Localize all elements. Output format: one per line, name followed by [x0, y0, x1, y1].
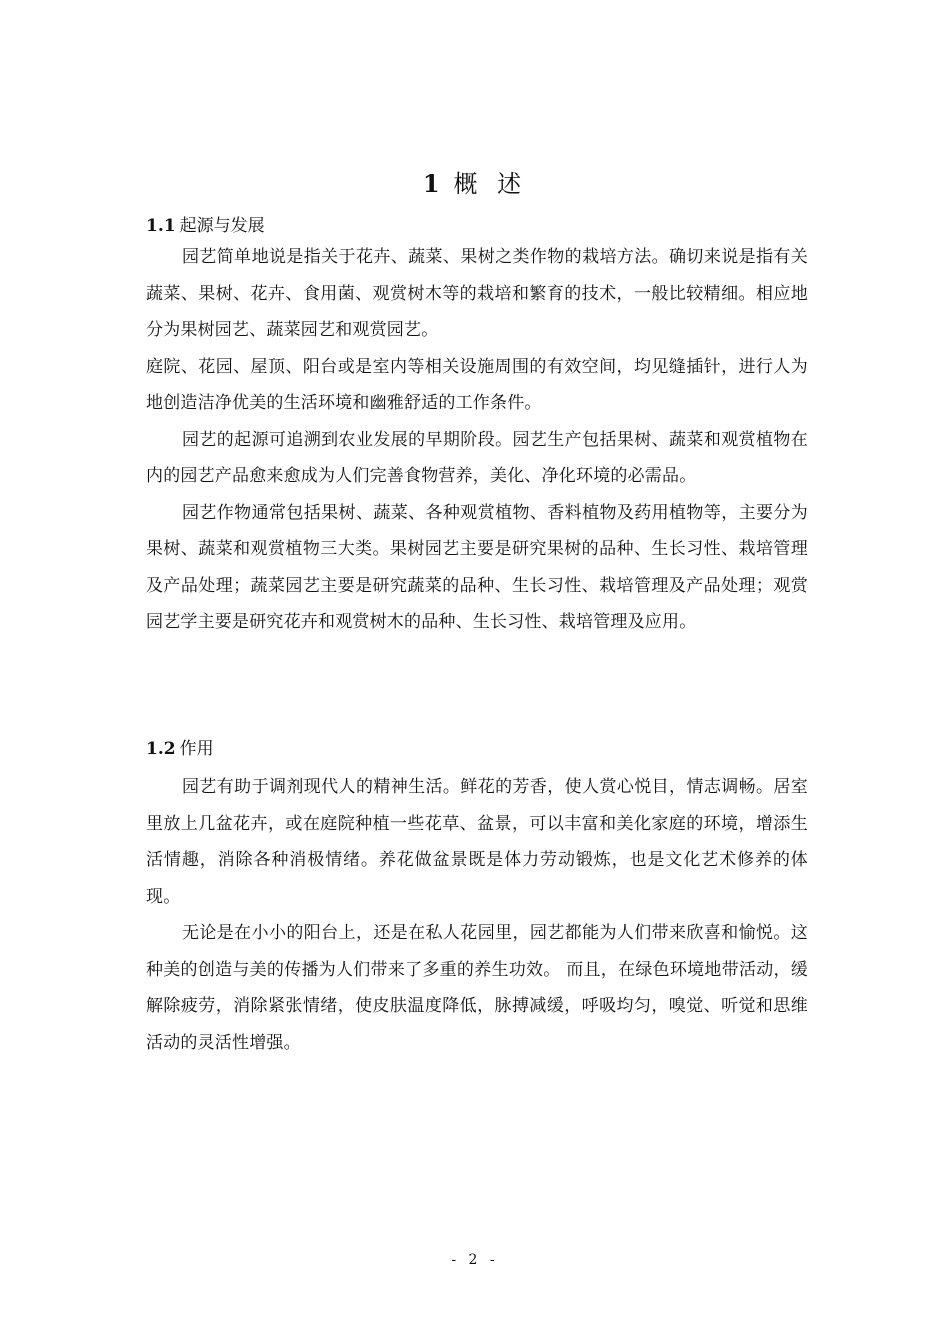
page-number: - 2 - — [451, 1252, 499, 1268]
paragraph: 园艺简单地说是指关于花卉、蔬菜、果树之类作物的栽培方法。确切来说是指有关蔬菜、果树、花卉、食用菌、观赏树木等的栽培和繁育的技术，一般比较精细。相应地分为果树园艺、蔬菜园艺和观赏园艺。 — [146, 247, 808, 340]
section-heading-1-2 — [146, 737, 806, 761]
paragraph: 园艺的起源可追溯到农业发展的早期阶段。园艺生产包括果树、蔬菜和观赏植物在内的园艺产品愈来愈成为人们完善食物营养，美化、净化环境的必需品。 — [146, 429, 808, 486]
section-title: 作用 — [179, 739, 214, 759]
chapter-title-text: 概 述 — [453, 170, 528, 198]
section-title: 起源与发展 — [179, 216, 265, 236]
section-number: 1.2 — [146, 739, 176, 759]
section-body-1-1 — [146, 239, 808, 641]
section-body-1-2 — [146, 769, 808, 1061]
paragraph: 无论是在小小的阳台上，还是在私人花园里，园艺都能为人们带来欣喜和愉悦。这种美的创造与美的传播为人们带来了多重的养生功效。 而且，在绿色环境地带活动，缓解除疲劳，消除紧张情绪，使皮肤温度降低，脉搏减缓，呼吸均匀，嗅觉、听觉和思维活动的灵活性增强。 — [146, 923, 808, 1053]
paragraph: 园艺有助于调剂现代人的精神生活。鲜花的芳香，使人赏心悦目，情志调畅。居室里放上几盆花卉，或在庭院种植一些花草、盆景，可以丰富和美化家庭的环境，增添生活情趣，消除各种消极情绪。养花做盆景既是体力劳动锻炼，也是文化艺术修养的体现。 — [146, 777, 808, 907]
chapter-title — [0, 168, 950, 200]
section-number: 1.1 — [146, 216, 176, 236]
paragraph: 园艺作物通常包括果树、蔬菜、各种观赏植物、香料植物及药用植物等，主要分为果树、蔬菜和观赏植物三大类。果树园艺主要是研究果树的品种、生长习性、栽培管理及产品处理；蔬菜园艺主要是研究蔬菜的品种、生长习性、栽培管理及产品处理；观赏园艺学主要是研究花卉和观赏树木的品种、生长习性、栽培管理及应用。 — [146, 502, 808, 632]
section-heading-1-1 — [146, 214, 806, 238]
chapter-number: 1 — [422, 169, 446, 198]
paragraph: 庭院、花园、屋顶、阳台或是室内等相关设施周围的有效空间，均见缝插针，进行人为地创造洁净优美的生活环境和幽雅舒适的工作条件。 — [146, 356, 808, 413]
